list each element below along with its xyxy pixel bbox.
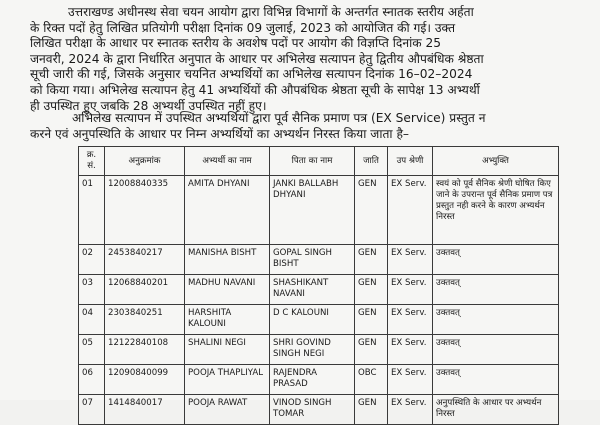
cell-candidate-name: POOJA THAPLIYAL xyxy=(185,365,270,395)
paragraph-line: लिखित परीक्षा के आधार पर स्नातक स्तरीय के अवशेष पदों पर आयोग की विज्ञप्ति दिनांक 25 xyxy=(30,36,442,51)
cell-father-name: SHRI GOVIND SINGH NEGI xyxy=(270,335,355,365)
cell-serial-no: 03 xyxy=(79,275,105,305)
cell-remark: स्वयं को पूर्व सैनिक श्रेणी घोषित किए जाने के उपरान्त पूर्व सैनिक प्रमाण पत्र प्रस्तुत नही करने के कारण अभ्यर्थन निरस्त xyxy=(433,176,559,245)
table-row xyxy=(79,245,559,275)
cell-subcategory: EX Serv. xyxy=(388,335,433,365)
notice-paragraph-1 xyxy=(0,5,600,114)
cell-remark: उक्तवत् xyxy=(433,245,559,275)
cell-category: GEN xyxy=(355,305,388,335)
cell-father-name: VINOD SINGH TOMAR xyxy=(270,395,355,425)
table-row xyxy=(79,395,559,425)
cell-serial-no: 05 xyxy=(79,335,105,365)
cell-candidate-name: AMITA DHYANI xyxy=(185,176,270,245)
header-subcategory: उप श्रेणी xyxy=(388,147,433,176)
table-row xyxy=(79,176,559,245)
table-row xyxy=(79,365,559,395)
cell-serial-no: 06 xyxy=(79,365,105,395)
table-row xyxy=(79,335,559,365)
cell-father-name: JANKI BALLABH DHYANI xyxy=(270,176,355,245)
header-roll-no: अनुक्रमांक xyxy=(105,147,185,176)
cell-candidate-name: MADHU NAVANI xyxy=(185,275,270,305)
cell-roll-no: 12068840201 xyxy=(105,275,185,305)
paragraph-line: ही उपस्थित हुए जबकि 28 अभ्यर्थी उपस्थित नहीं हुए। xyxy=(30,98,267,113)
cell-serial-no: 02 xyxy=(79,245,105,275)
table-header-row xyxy=(79,147,559,176)
cell-category: GEN xyxy=(355,245,388,275)
header-category: जाति xyxy=(355,147,388,176)
cell-remark: उक्तवत् xyxy=(433,305,559,335)
cell-roll-no: 12122840108 xyxy=(105,335,185,365)
cell-roll-no: 2303840251 xyxy=(105,305,185,335)
paragraph-line: के रिक्त पदों हेतु लिखित प्रतियोगी परीक्षा दिनांक 09 जुलाई, 2023 को आयोजित की गई। उक्त xyxy=(30,20,456,35)
cell-candidate-name: SHALINI NEGI xyxy=(185,335,270,365)
cell-serial-no: 01 xyxy=(79,176,105,245)
cell-remark: उक्तवत् xyxy=(433,275,559,305)
cell-remark: उक्तवत् xyxy=(433,365,559,395)
paragraph-line: करने एवं अनुपस्थिति के आधार पर निम्न अभ्यर्थियों का अभ्यर्थन निरस्त किया जाता है– xyxy=(30,126,410,141)
cell-candidate-name: MANISHA BISHT xyxy=(185,245,270,275)
cell-roll-no: 12090840099 xyxy=(105,365,185,395)
cancelled-candidates-table xyxy=(78,146,559,425)
cell-serial-no: 07 xyxy=(79,395,105,425)
cell-father-name: GOPAL SINGH BISHT xyxy=(270,245,355,275)
cell-subcategory: EX Serv. xyxy=(388,305,433,335)
cell-candidate-name: HARSHITA KALOUNI xyxy=(185,305,270,335)
cell-subcategory: EX Serv. xyxy=(388,245,433,275)
cell-candidate-name: POOJA RAWAT xyxy=(185,395,270,425)
cell-category: GEN xyxy=(355,176,388,245)
cell-subcategory: EX Serv. xyxy=(388,176,433,245)
header-remark: अभ्युक्ति xyxy=(433,147,559,176)
paragraph-line: को किया गया। अभिलेख सत्यापन हेतु 41 अभ्यर्थियों की औपबंधिक श्रेष्ठता सूची के सापेक्ष 13 अभ्यर्थी xyxy=(30,82,480,97)
cell-father-name: RAJENDRA PRASAD xyxy=(270,365,355,395)
cell-category: GEN xyxy=(355,335,388,365)
cell-category: GEN xyxy=(355,395,388,425)
cell-subcategory: EX Serv. xyxy=(388,275,433,305)
notice-paragraph-2 xyxy=(0,111,600,142)
cell-category: GEN xyxy=(355,275,388,305)
paragraph-line: उत्तराखण्ड अधीनस्थ सेवा चयन आयोग द्वारा विभिन्न विभागों के अन्तर्गत स्नातक स्तरीय अर्हता xyxy=(68,5,474,19)
header-serial-no: क्र. सं. xyxy=(79,147,105,176)
cell-remark: अनुपस्थिति के आधार पर अभ्यर्थन निरस्त xyxy=(433,395,559,425)
cell-subcategory: EX Serv. xyxy=(388,395,433,425)
table-row xyxy=(79,275,559,305)
paragraph-line: सूची जारी की गई, जिसके अनुसार चयनित अभ्यर्थियों का अभिलेख सत्यापन दिनांक 16–02–2024 xyxy=(30,67,473,82)
paragraph-line: जनवरी, 2024 के द्वारा निर्धारित अनुपात के आधार पर अभिलेख सत्यापन हेतु द्वितीय औपबंधिक श्रेष्ठता xyxy=(30,51,484,66)
cell-roll-no: 2453840217 xyxy=(105,245,185,275)
cell-father-name: D C KALOUNI xyxy=(270,305,355,335)
table-row xyxy=(79,305,559,335)
cell-category: OBC xyxy=(355,365,388,395)
paragraph-line: अभिलेख सत्यापन में उपस्थित अभ्यर्थियों द्वारा पूर्व सैनिक प्रमाण पत्र (EX Service) प्रस्तुत न xyxy=(72,111,486,125)
cell-remark: उक्तवत् xyxy=(433,335,559,365)
header-candidate-name: अभ्यर्थी का नाम xyxy=(185,147,270,176)
cell-serial-no: 04 xyxy=(79,305,105,335)
cell-subcategory: EX Serv. xyxy=(388,365,433,395)
header-father-name: पिता का नाम xyxy=(270,147,355,176)
cell-father-name: SHASHIKANT NAVANI xyxy=(270,275,355,305)
cell-roll-no: 12008840335 xyxy=(105,176,185,245)
cell-roll-no: 1414840017 xyxy=(105,395,185,425)
